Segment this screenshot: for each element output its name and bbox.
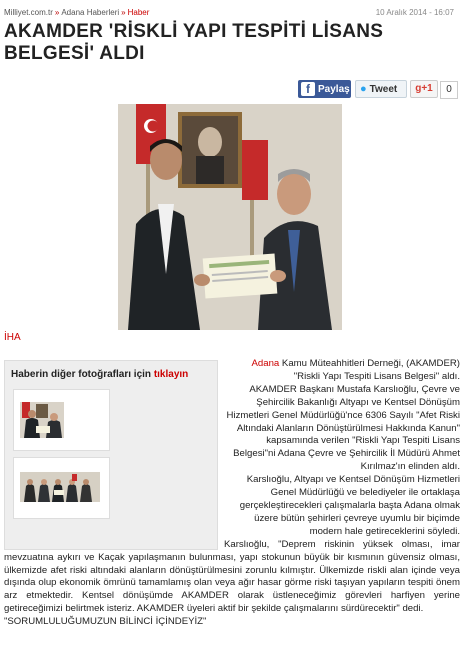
top-bar (0, 8, 474, 22)
article-lead: Kamu Müteahhitleri Derneği, (AKAMDER) "Riskli Yapı Tespiti Lisans Belgesi" aldı. (279, 358, 460, 382)
city-link[interactable]: Adana (251, 358, 280, 369)
gplus-count: 0 (440, 81, 458, 99)
breadcrumb-current[interactable]: Haber (127, 8, 150, 17)
news-photo[interactable] (118, 104, 342, 330)
twitter-bird-icon: ● (360, 83, 367, 95)
gplus-label: g+1 (415, 83, 433, 94)
publish-date: 10 Aralık 2014 - 16:07 (375, 8, 454, 17)
breadcrumb-separator: » (121, 8, 126, 17)
google-plus-button[interactable] (410, 80, 438, 98)
breadcrumb (4, 8, 149, 17)
article-paragraph: Karslıoğlu, "Deprem riskinin yüksek olması, imar mevzuatına aykırı ve Kaçak yapılaşmanın bulunması, yapı stokunun büyük bir kısmının güvensiz olması, ülkemizde afet riski altındaki alanların dönüştürülmesini zorunlu kılmıştır. Ülkemizde riskli alan içinde veya dışında olup ekonomik ömrünü tamamlamış olan veya ağır hasar görme riski taşıyan yapıların tespiti önem arz etmektedir. Kentsel dönüşümde AKAMDER olarak üstleneceğimiz görevleri harfiyen yerine getireceğimizi belirtmek isteriz. AKAMDER üyeleri aktif bir şekilde çalışmalarını sürdürecektir" dedi. (4, 538, 460, 615)
article-paragraph: Karslıoğlu, Altyapı ve Kentsel Dönüşüm Hizmetleri Genel Müdürlüğü ve belediyeler ile ortaklaşa gerçekleştirecekleri çalışmalarla başta Adana olmak üzere bütün şehirleri çevreye uyumlu bir biçimde modern hale getireceklerini söyledi. (239, 474, 460, 537)
facebook-share-button[interactable] (298, 80, 351, 98)
breadcrumb-section[interactable]: Adana Haberleri (61, 8, 120, 17)
tweet-label: Tweet (369, 83, 398, 95)
breadcrumb-separator: » (54, 8, 60, 17)
headline: AKAMDER 'RİSKLİ YAPI TESPİTİ LİSANS BELGESİ' ALDI (4, 21, 384, 64)
facebook-icon: f (301, 82, 315, 96)
article-body (4, 358, 460, 629)
article-paragraph: AKAMDER Başkanı Mustafa Karslıoğlu, Çevre ve Şehircilik Bakanlığı Altyapı ve Kentsel Dönüşüm Hizmetleri Genel Müdürlüğü'nce 6306 Sayılı "Afet Riski Altındaki Alanların Dönüştürülmesi Hakkında Kanun" kapsamında verilen "Riskli Yapı Tespiti Lisans Belgesi"ni Adana Çevre ve Şehircilik İl Müdürü Ahmet Kırılmaz'ın elinden aldı. (226, 383, 460, 473)
gallery-link[interactable]: tıklayın (153, 369, 189, 380)
tweet-button[interactable] (355, 80, 407, 98)
breadcrumb-site[interactable]: Milliyet.com.tr (4, 8, 53, 17)
gallery-title-text: Haberin diğer fotoğrafları için (11, 369, 152, 380)
article-subheading: "SORUMLULUĞUMUZUN BİLİNCİ İÇİNDEYİZ" (4, 616, 207, 628)
news-source: İHA (4, 332, 21, 343)
facebook-share-label: Paylaş (318, 83, 350, 95)
